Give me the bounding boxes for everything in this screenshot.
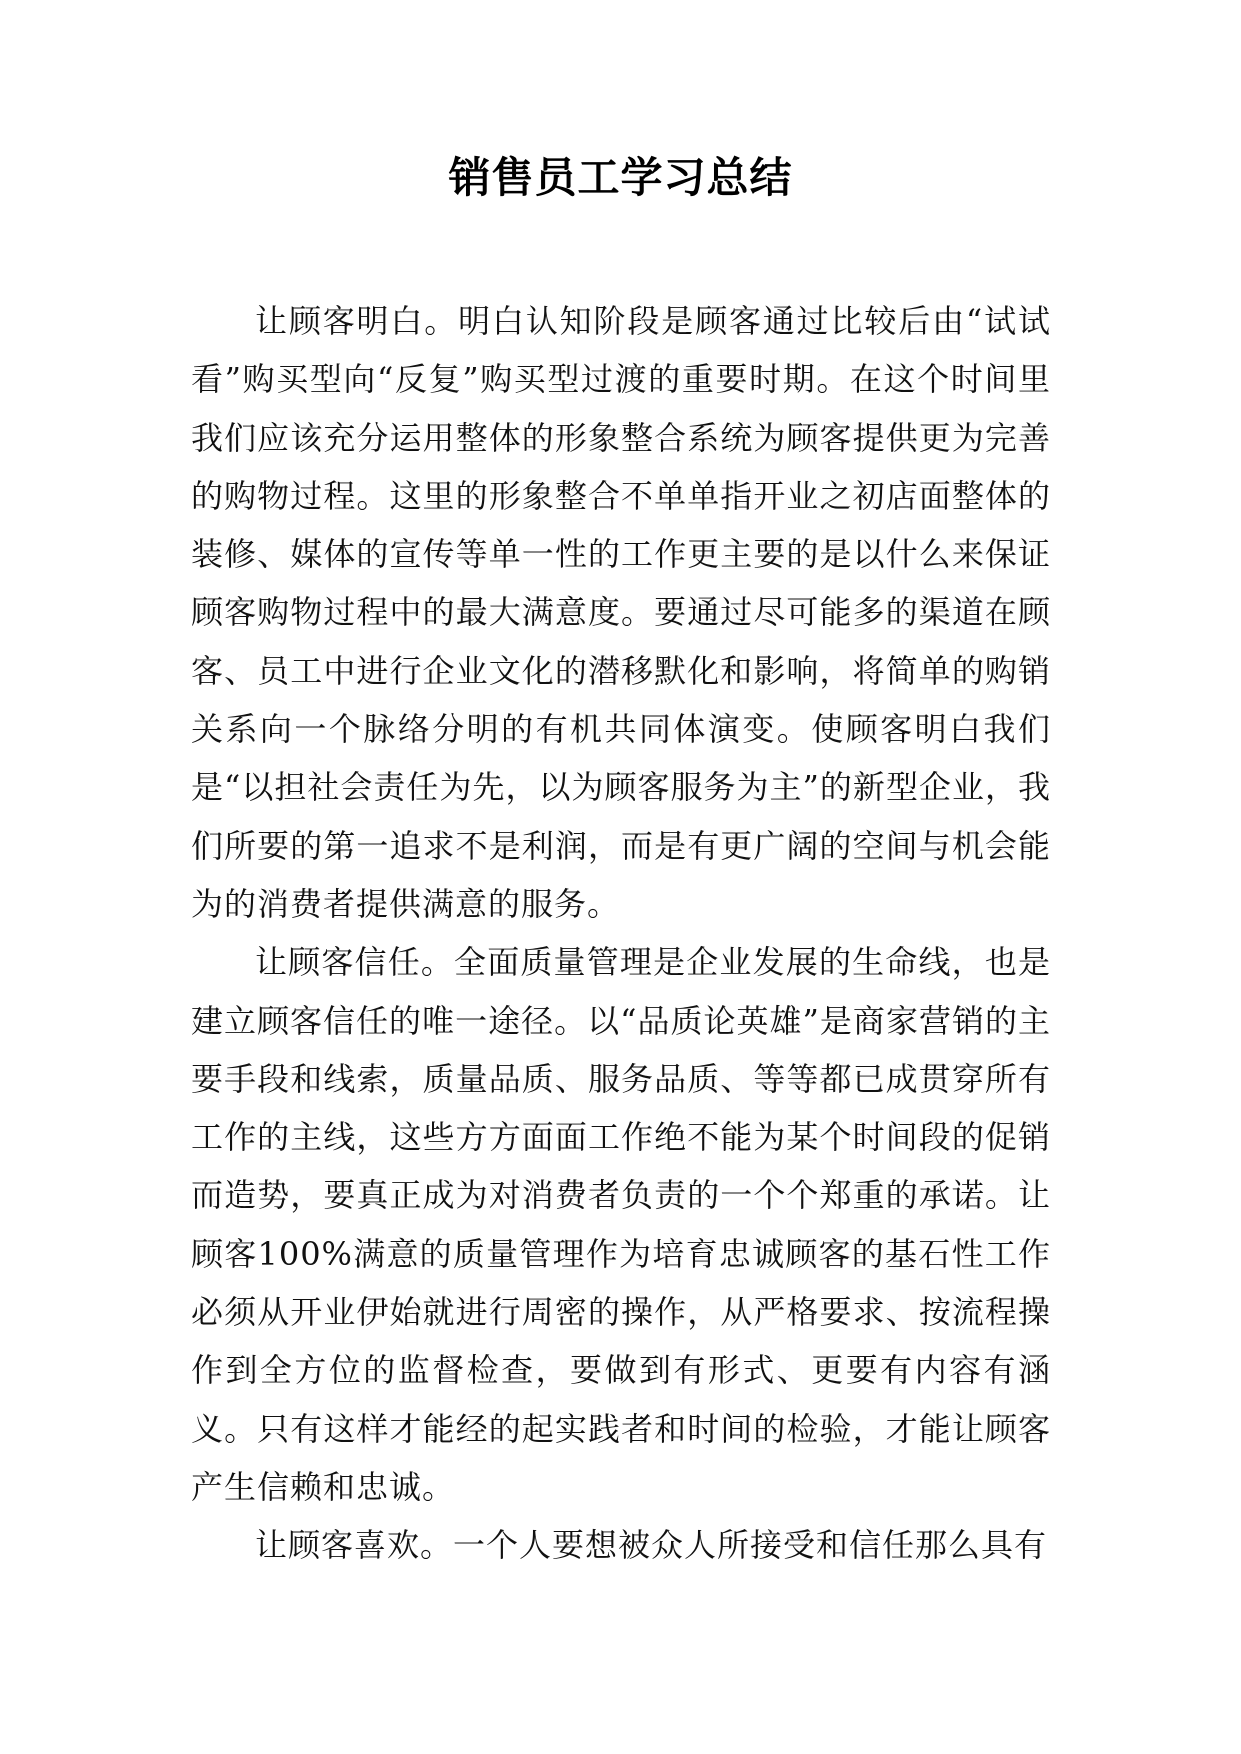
- paragraph: 让顾客信任。全面质量管理是企业发展的生命线，也是建立顾客信任的唯一途径。以“品质论英雄”是商家营销的主要手段和线索，质量品质、服务品质、等等都已成贯穿所有工作的主线，这些方方面面工作绝不能为某个时间段的促销而造势，要真正成为对消费者负责的一个个郑重的承诺。让顾客100%满意的质量管理作为培育忠诚顾客的基石性工作必须从开业伊始就进行周密的操作，从严格要求、按流程操作到全方位的监督检查，要做到有形式、更要有内容有涵义。只有这样才能经的起实践者和时间的检验，才能让顾客产生信赖和忠诚。: [191, 943, 1051, 1506]
- document-body: [191, 292, 1051, 1575]
- paragraph: 让顾客喜欢。一个人要想被众人所接受和信任那么具有: [255, 1526, 1048, 1565]
- document-title: 销售员工学习总结: [448, 153, 793, 202]
- paragraph: 让顾客明白。明白认知阶段是顾客通过比较后由“试试看”购买型向“反复”购买型过渡的重要时期。在这个时间里我们应该充分运用整体的形象整合系统为顾客提供更为完善的购物过程。这里的形象整合不单单指开业之初店面整体的装修、媒体的宣传等单一性的工作更主要的是以什么来保证顾客购物过程中的最大满意度。要通过尽可能多的渠道在顾客、员工中进行企业文化的潜移默化和影响，将简单的购销关系向一个脉络分明的有机共同体演变。使顾客明白我们是“以担社会责任为先，以为顾客服务为主”的新型企业，我们所要的第一追求不是利润，而是有更广阔的空间与机会能为的消费者提供满意的服务。: [191, 302, 1051, 923]
